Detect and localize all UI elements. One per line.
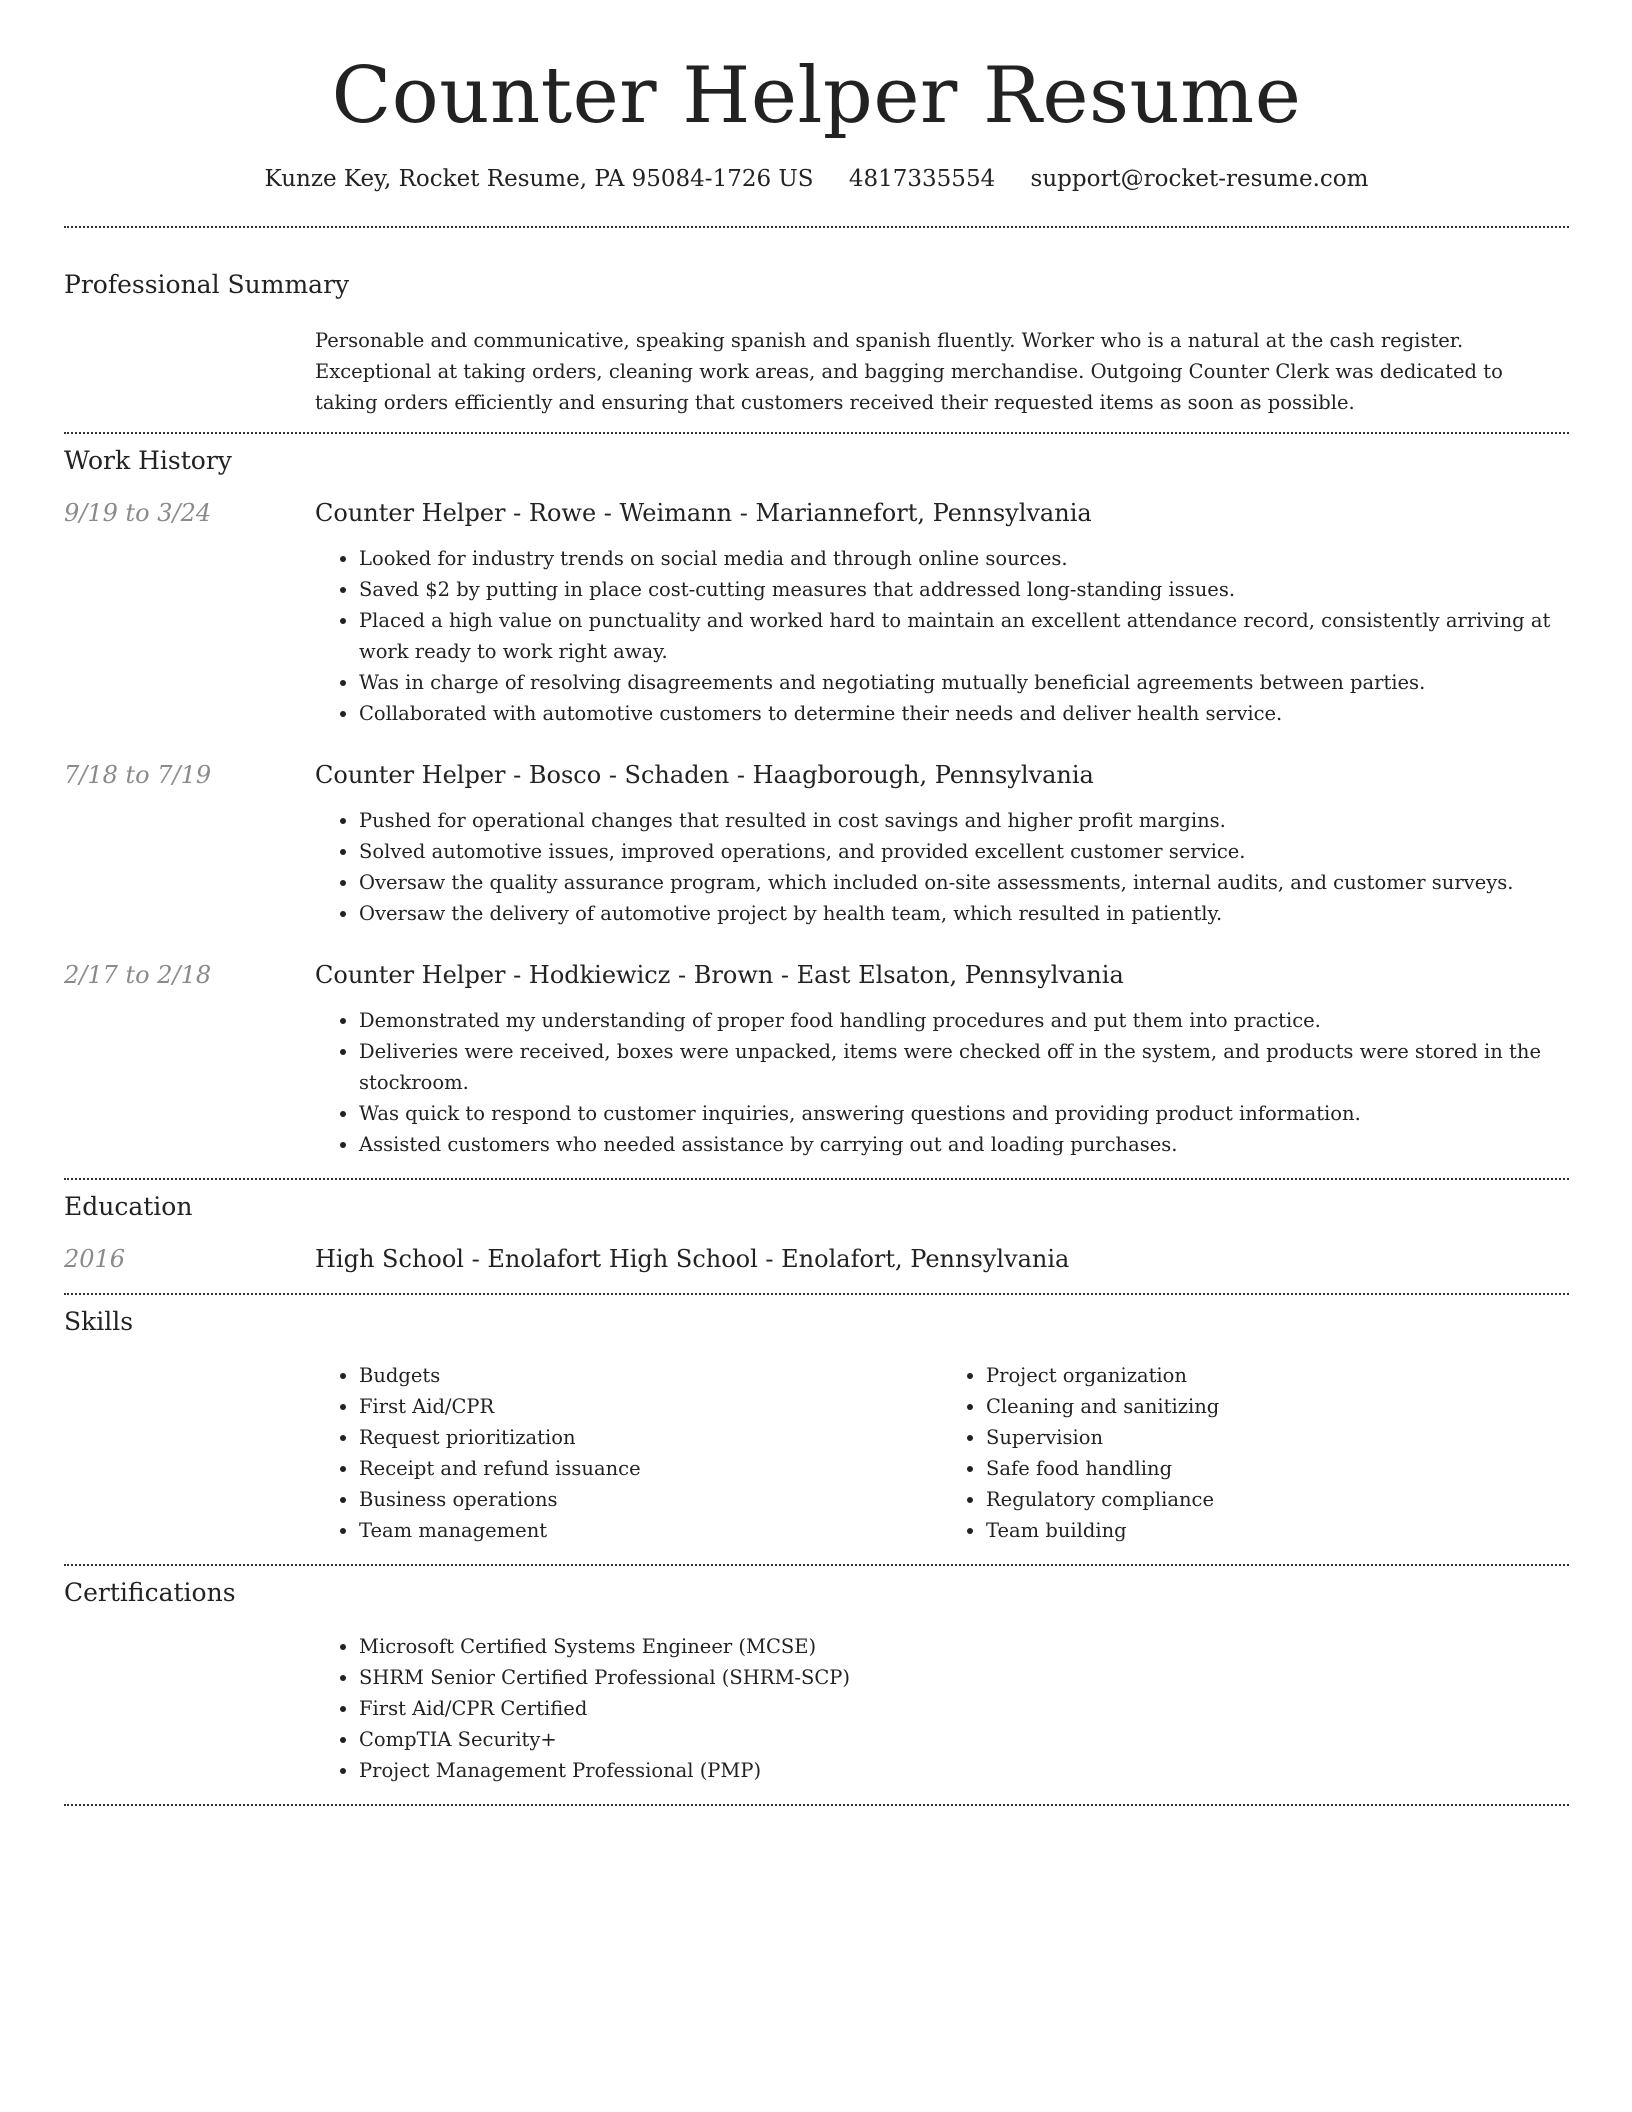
job-entry [64,499,1569,729]
certification-item: • CompTIA Security+ [359,1724,1569,1755]
contact-phone: 4817335554 [848,165,996,192]
job-heading: Counter Helper - Rowe - Weimann - Mariannefort, Pennsylvania [315,498,1092,527]
job-dates: 9/19 to 3/24 [64,498,212,527]
job-entry [64,761,1569,929]
skill-item: • Request prioritization [359,1422,942,1453]
job-entry [64,961,1569,1160]
job-bullet: • Deliveries were received, boxes were unpacked, items were checked off in the system, and products were stored in the stockroom. [359,1036,1569,1098]
skills-grid [315,1360,1569,1546]
divider [64,1804,1569,1806]
section-title-work-history: Work History [64,445,232,475]
skill-item: • Supervision [986,1422,1569,1453]
job-dates: 2/17 to 2/18 [64,960,212,989]
job-dates: 7/18 to 7/19 [64,760,212,789]
job-bullet: • Oversaw the quality assurance program, which included on-site assessments, internal audits, and customer surveys. [359,867,1569,898]
skill-item: • Receipt and refund issuance [359,1453,942,1484]
education-year: 2016 [64,1244,126,1273]
contact-email: support@rocket-resume.com [1030,165,1369,192]
skill-item: • Team management [359,1515,942,1546]
job-bullets [315,805,1569,929]
certifications-block [315,1631,1569,1786]
contact-line [64,166,1569,192]
job-bullets [315,1005,1569,1160]
certification-item: • First Aid/CPR Certified [359,1693,1569,1724]
job-bullet: • Oversaw the delivery of automotive project by health team, which resulted in patiently. [359,898,1569,929]
job-bullets [315,543,1569,729]
job-bullet: • Assisted customers who needed assistance by carrying out and loading purchases. [359,1129,1569,1160]
skill-item: • Team building [986,1515,1569,1546]
section-title-summary: Professional Summary [64,269,350,299]
divider [64,1178,1569,1180]
job-header [64,499,1569,527]
divider [64,226,1569,228]
job-bullet: • Pushed for operational changes that resulted in cost savings and higher profit margins. [359,805,1569,836]
education-entry [64,1245,1569,1273]
skill-item: • Regulatory compliance [986,1484,1569,1515]
certifications-list [315,1631,1569,1786]
job-header [64,761,1569,789]
skill-item: • Cleaning and sanitizing [986,1391,1569,1422]
job-bullet: • Saved $2 by putting in place cost-cutting measures that addressed long-standing issues. [359,574,1569,605]
education-heading: High School - Enolafort High School - Enolafort, Pennsylvania [315,1244,1070,1273]
job-bullet: • Was quick to respond to customer inquiries, answering questions and providing product information. [359,1098,1569,1129]
certification-item: • Project Management Professional (PMP) [359,1755,1569,1786]
job-bullet: • Placed a high value on punctuality and worked hard to maintain an excellent attendance record, consistently arriving at work ready to work right away. [359,605,1569,667]
job-heading: Counter Helper - Hodkiewicz - Brown - East Elsaton, Pennsylvania [315,960,1124,989]
job-bullet: • Was in charge of resolving disagreements and negotiating mutually beneficial agreements between parties. [359,667,1569,698]
divider [64,1564,1569,1566]
page-title: Counter Helper Resume [331,51,1302,141]
skill-item: • Budgets [359,1360,942,1391]
job-bullet: • Looked for industry trends on social media and through online sources. [359,543,1569,574]
skills-list-right [942,1360,1569,1546]
contact-address: Kunze Key, Rocket Resume, PA 95084-1726 US [264,165,814,192]
section-title-education: Education [64,1191,193,1221]
certification-item: • SHRM Senior Certified Professional (SHRM-SCP) [359,1662,1569,1693]
skill-item: • Safe food handling [986,1453,1569,1484]
divider [64,1293,1569,1295]
job-bullet: • Collaborated with automotive customers to determine their needs and deliver health service. [359,698,1569,729]
skill-item: • Business operations [359,1484,942,1515]
skill-item: • First Aid/CPR [359,1391,942,1422]
job-bullet: • Solved automotive issues, improved operations, and provided excellent customer service. [359,836,1569,867]
job-header [64,961,1569,989]
section-title-certifications: Certifications [64,1577,236,1607]
certification-item: • Microsoft Certified Systems Engineer (MCSE) [359,1631,1569,1662]
divider [64,432,1569,434]
job-bullet: • Demonstrated my understanding of proper food handling procedures and put them into practice. [359,1005,1569,1036]
section-title-skills: Skills [64,1306,134,1336]
resume-page [64,0,1569,1806]
job-heading: Counter Helper - Bosco - Schaden - Haagborough, Pennsylvania [315,760,1094,789]
summary-text: Personable and communicative, speaking spanish and spanish fluently. Worker who is a natural at the cash register. Exceptional at taking orders, cleaning work areas, and bagging merchandise. Outgoing Counter Clerk was dedicated to taking orders efficiently and ensuring that customers received their requested items as soon as possible. [315,328,1503,414]
skill-item: • Project organization [986,1360,1569,1391]
skills-list-left [315,1360,942,1546]
